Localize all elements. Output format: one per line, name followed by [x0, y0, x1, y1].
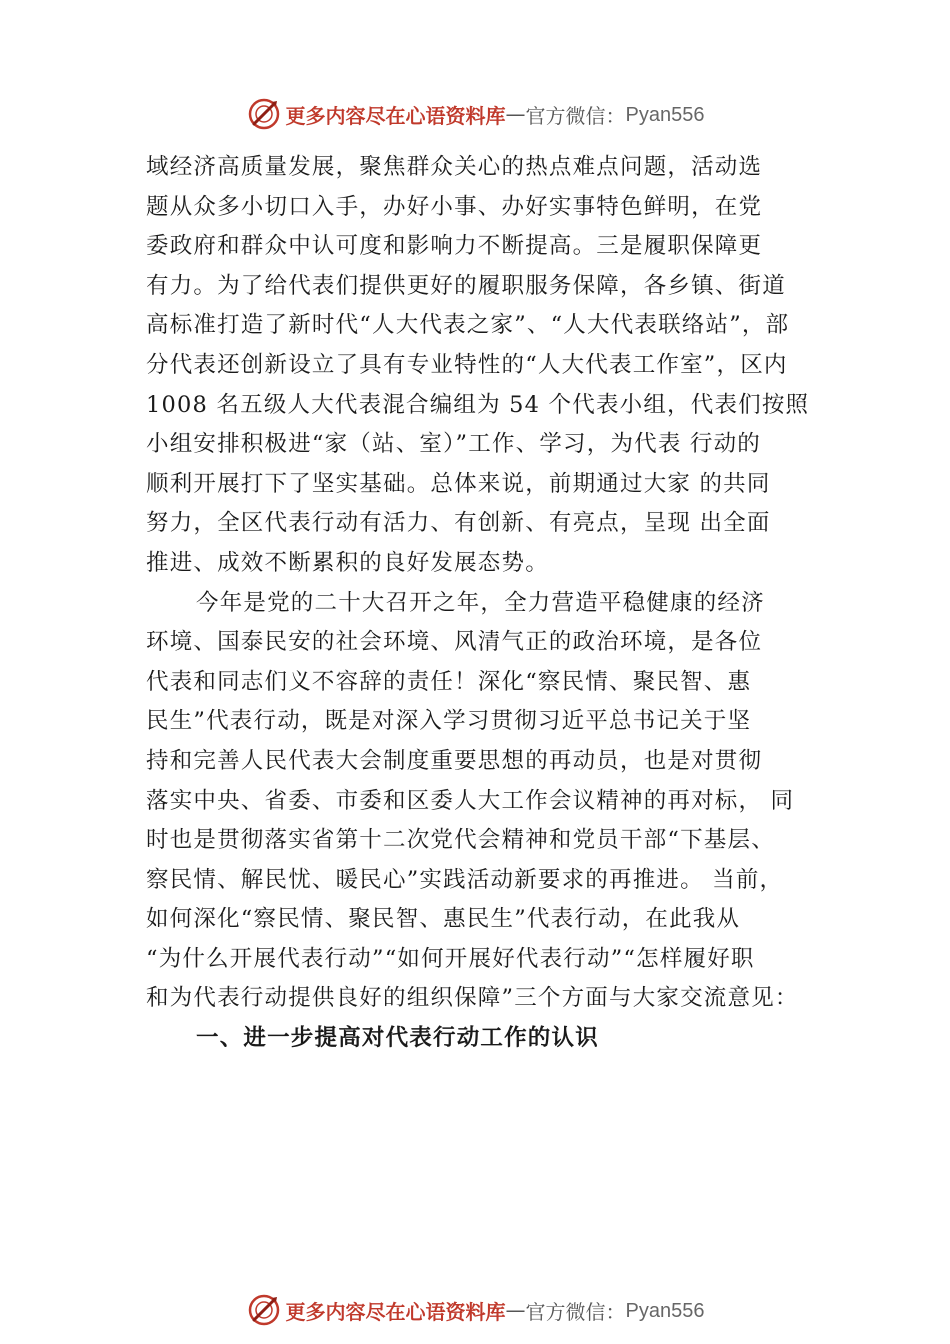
- text-line: 域经济高质量发展，聚焦群众关心的热点难点问题，活动选: [146, 154, 763, 180]
- brand-logo-icon: [246, 1292, 282, 1328]
- text-line: 和为代表行动提供良好的组织保障”三个方面与大家交流意见：: [146, 985, 799, 1012]
- watermark-separator: —: [505, 102, 526, 126]
- text-line: 民生”代表行动，既是对深入学习贯彻习近平总书记关于坚: [146, 708, 752, 735]
- text-line: 小组安排积极进“家（站、室）”工作、学习，为代表 行动的: [146, 431, 762, 458]
- watermark-banner-top: [0, 94, 950, 134]
- text-line: 高标准打造了新时代“人大代表之家”、“人大代表联络站”，部: [146, 312, 790, 339]
- paragraph-1: [146, 148, 826, 584]
- watermark-separator: —: [505, 1298, 526, 1322]
- watermark-label: 官方微信：: [525, 103, 626, 128]
- text-line: 题从众多小切口入手，办好小事、办好实事特色鲜明，在党: [146, 193, 763, 220]
- text-line: 时也是贯彻落实省第十二次党代会精神和党员干部“下基层、: [146, 827, 775, 854]
- text-line: 代表和同志们义不容辞的责任！深化“察民情、聚民智、惠: [146, 668, 752, 695]
- text-line: 如何深化“察民情、聚民智、惠民生”代表行动，在此我从: [146, 906, 741, 933]
- brand-logo-icon: [246, 96, 282, 132]
- text-line: 察民情、解民忧、暖民心”实践活动新要求的再推进。 当前，: [146, 866, 784, 893]
- paragraph-2: [146, 584, 826, 1020]
- watermark-label: 官方微信：: [525, 1299, 626, 1324]
- watermark-brand: 更多内容尽在心语资料库: [285, 1299, 506, 1324]
- text-line: 落实中央、省委、市委和区委人大工作会议精神的再对标， 同: [146, 787, 795, 814]
- text-line: “为什么开展代表行动”“如何开展好代表行动”“怎样履好职: [146, 945, 755, 972]
- watermark-brand: 更多内容尽在心语资料库: [285, 103, 506, 128]
- text-line: 1008 名五级人大代表混合编组为 54 个代表小组，代表们按照: [146, 391, 810, 418]
- text-line: 持和完善人民代表大会制度重要思想的再动员，也是对贯彻: [146, 747, 763, 774]
- text-line: 推进、成效不断累积的良好发展态势。: [146, 549, 549, 576]
- section-heading: 一、进一步提高对代表行动工作的认识: [196, 1025, 599, 1052]
- text-line: 顺利开展打下了坚实基础。总体来说，前期通过大家 的共同: [146, 470, 771, 497]
- text-line: 努力，全区代表行动有活力、有创新、有亮点，呈现 出全面: [146, 510, 771, 537]
- text-line: 分代表还创新设立了具有专业特性的“人大代表工作室”，区内: [146, 351, 788, 378]
- text-line: 环境、国泰民安的社会环境、风清气正的政治环境，是各位: [146, 629, 763, 656]
- text-line: 有力。为了给代表们提供更好的履职服务保障，各乡镇、街道: [146, 272, 786, 299]
- watermark-handle: Pyan556: [625, 103, 705, 126]
- text-line: 委政府和群众中认可度和影响力不断提高。三是履职保障更: [146, 233, 763, 260]
- watermark-handle: Pyan556: [625, 1299, 705, 1322]
- document-body: [146, 148, 826, 1059]
- text-line: 今年是党的二十大召开之年，全力营造平稳健康的经济: [196, 589, 765, 616]
- watermark-banner-bottom: [0, 1290, 950, 1330]
